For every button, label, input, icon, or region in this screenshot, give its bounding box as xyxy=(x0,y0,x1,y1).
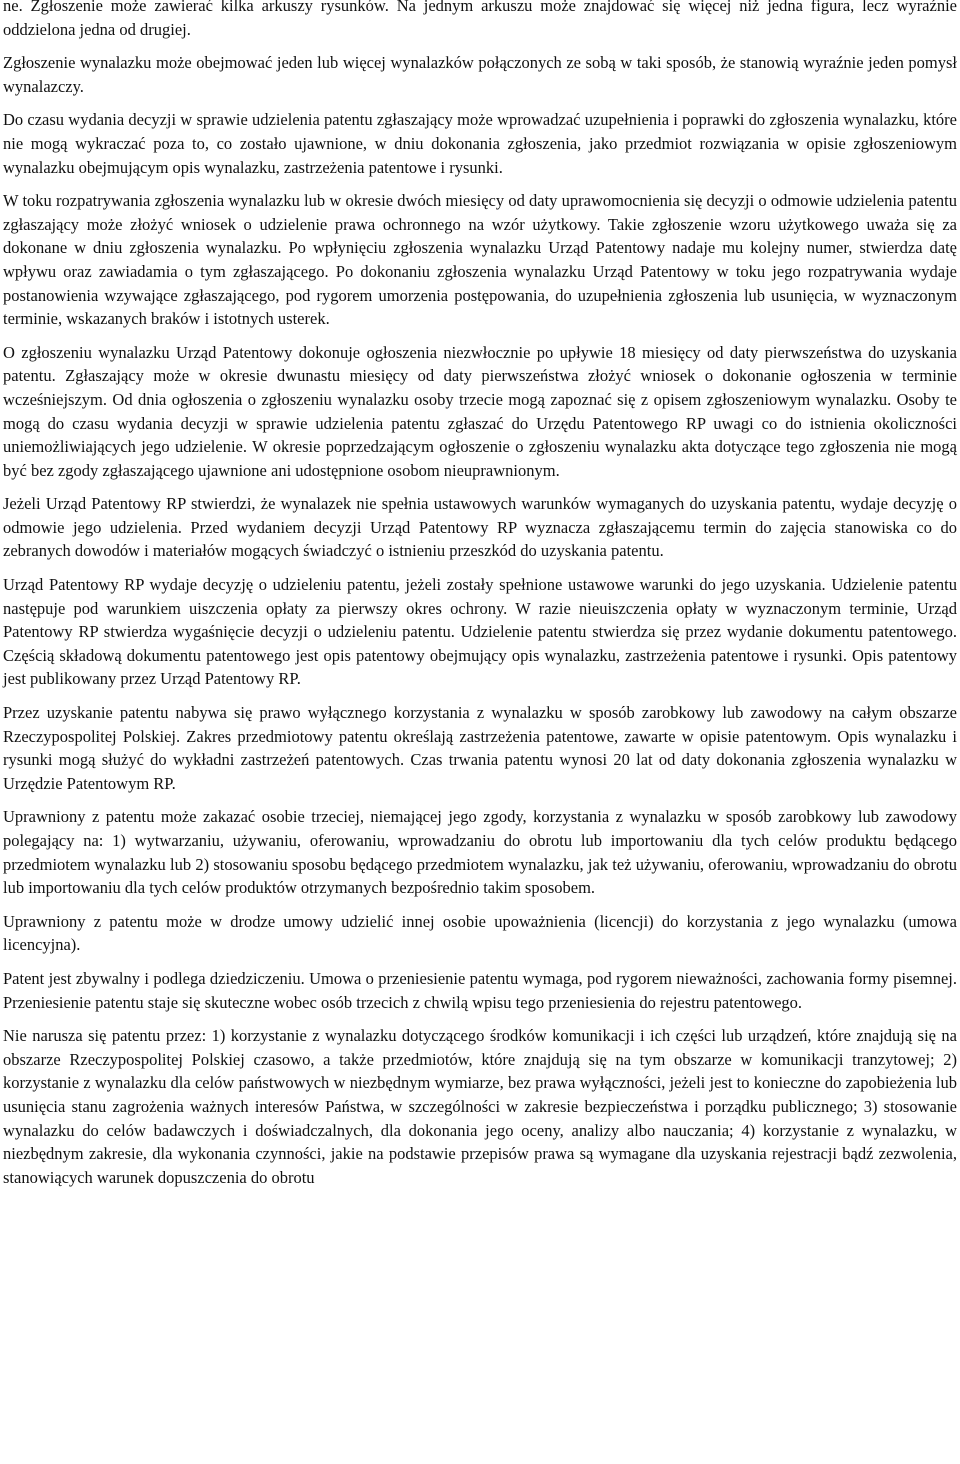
paragraph-amendments: Do czasu wydania decyzji w sprawie udzielenia patentu zgłaszający może wprowadzać uzupełnienia i poprawki do zgłoszenia wynalazku, które nie mogą wykraczać poza to, co zostało ujawnione, w dniu dokonania zgłoszenia, jako przedmiot rozwiązania w opisie zgłoszeniowym wynalazku obejmującym opis wynalazku, zastrzeżenia patentowe i rysunki. xyxy=(3,110,957,177)
paragraph-utility-model: W toku rozpatrywania zgłoszenia wynalazku lub w okresie dwóch miesięcy od daty uprawomocnienia się decyzji o odmowie udzielenia patentu zgłaszający może złożyć wniosek o udzielenie prawa ochronnego na wzór użytkowy. Takie zgłoszenie wzoru użytkowego uważa się za dokonane w dniu zgłoszenia wynalazku. Po wpłynięciu zgłoszenia wynalazku Urząd Patentowy nadaje mu kolejny numer, stwierdza datę wpływu oraz zawiadamia o tym zgłaszającego. Po dokonaniu zgłoszenia wynalazku Urząd Patentowy w toku jego rozpatrywania wydaje postanowienia wzywające zgłaszającego, pod rygorem umorzenia postępowania, do uzupełnienia zgłoszenia lub usunięcia, w wyznaczonym terminie, wskazanych braków i istotnych usterek. xyxy=(3,191,957,329)
paragraph-refusal: Jeżeli Urząd Patentowy RP stwierdzi, że wynalazek nie spełnia ustawowych warunków wymaganych do uzyskania patentu, wydaje decyzję o odmowie jego udzielenia. Przed wydaniem decyzji Urząd Patentowy RP wyznacza zgłaszającemu termin do zajęcia stanowiska co do zebranych dowodów i materiałów mogących świadczyć o istnieniu przeszkód do uzyskania patentu. xyxy=(3,494,957,561)
paragraph-exceptions: Nie narusza się patentu przez: 1) korzystanie z wynalazku dotyczącego środków komunikacji i ich części lub urządzeń, które znajdują się na obszarze Rzeczypospolitej Polskiej czasowo, a także przedmiotów, które znajdują się na tym obszarze w komunikacji tranzytowej; 2) korzystanie z wynalazku dla celów państwowych w niezbędnym wymiarze, bez prawa wyłączności, jeżeli jest to konieczne do zapobieżenia lub usunięcia stanu zagrożenia ważnych interesów Państwa, w szczególności w zakresie bezpieczeństwa i porządku publicznego; 3) stosowanie wynalazku do celów badawczych i doświadczalnych, dla dokonania jego oceny, analizy albo nauczania; 4) korzystanie z wynalazku, w niezbędnym zakresie, dla wykonania czynności, jakie na podstawie przepisów prawa są wymagane dla uzyskania rejestracji bądź zezwolenia, stanowiących warunek dopuszczenia do obrotu xyxy=(3,1026,957,1187)
paragraph-license: Uprawniony z patentu może w drodze umowy udzielić innej osobie upoważnienia (licencji) do korzystania z jego wynalazku (umowa licencyjna). xyxy=(3,911,957,955)
document-page xyxy=(3,0,957,1199)
paragraph-scope: Zgłoszenie wynalazku może obejmować jeden lub więcej wynalazków połączonych ze sobą w taki sposób, że stanowią wyraźnie jeden pomysł wynalazczy. xyxy=(3,53,957,96)
paragraph-exclusive-right: Przez uzyskanie patentu nabywa się prawo wyłącznego korzystania z wynalazku w sposób zarobkowy lub zawodowy na całym obszarze Rzeczypospolitej Polskiej. Zakres przedmiotowy patentu określają zastrzeżenia patentowe, zawarte w opisie patentowym. Opis wynalazku i rysunki mogą służyć do wykładni zastrzeżeń patentowych. Czas trwania patentu wynosi 20 lat od daty dokonania zgłoszenia wynalazku w Urzędzie Patentowym RP. xyxy=(3,703,957,793)
paragraph-prohibition: Uprawniony z patentu może zakazać osobie trzeciej, niemającej jego zgody, korzystania z wynalazku w sposób zarobkowy lub zawodowy polegający na: 1) wytwarzaniu, używaniu, oferowaniu, wprowadzaniu do obrotu lub importowaniu dla tych celów produktu będącego przedmiotem wynalazku lub 2) stosowaniu sposobu będącego przedmiotem wynalazku, jak też używaniu, oferowaniu, wprowadzaniu do obrotu lub importowaniu dla tych celów produktów otrzymanych bezpośrednio takim sposobem. xyxy=(3,807,957,898)
paragraph-transfer: Patent jest zbywalny i podlega dziedziczeniu. Umowa o przeniesienie patentu wymaga, pod rygorem nieważności, zachowania formy pisemnej. Przeniesienie patentu staje się skuteczne wobec osób trzecich z chwilą wpisu tego przeniesienia do rejestru patentowego. xyxy=(3,968,957,1012)
paragraph-drawings: ne. Zgłoszenie może zawierać kilka arkuszy rysunków. Na jednym arkuszu może znajdować się więcej niż jedna figura, lecz wyraźnie oddzielona jedna od drugiej. xyxy=(3,0,957,39)
paragraph-grant: Urząd Patentowy RP wydaje decyzję o udzieleniu patentu, jeżeli zostały spełnione ustawowe warunki do jego uzyskania. Udzielenie patentu następuje pod warunkiem uiszczenia opłaty za pierwszy okres ochrony. W razie nieuiszczenia opłaty w wyznaczonym terminie, Urząd Patentowy RP stwierdza wygaśnięcie decyzji o udzieleniu patentu. Udzielenie patentu stwierdza się przez wydanie dokumentu patentowego. Częścią składową dokumentu patentowego jest opis patentowy obejmujący opis wynalazku, zastrzeżenia patentowe i rysunki. Opis patentowy jest publikowany przez Urząd Patentowy RP. xyxy=(3,575,957,689)
paragraph-publication: O zgłoszeniu wynalazku Urząd Patentowy dokonuje ogłoszenia niezwłocznie po upływie 18 miesięcy od daty pierwszeństwa do uzyskania patentu. Zgłaszający może w okresie dwunastu miesięcy od daty pierwszeństwa złożyć wniosek o dokonanie ogłoszenia w terminie wcześniejszym. Od dnia ogłoszenia o zgłoszeniu wynalazku osoby trzecie mogą zapoznać się z opisem zgłoszeniowym wynalazku. Osoby te mogą do czasu wydania decyzji w sprawie udzielenia patentu zgłaszać do Urzędu Patentowego RP uwagi co do istnienia okoliczności uniemożliwiających jego udzielenie. W okresie poprzedzającym ogłoszenie o zgłoszeniu wynalazku akta dotyczące tego zgłoszenia nie mogą być bez zgody zgłaszającego ujawnione ani udostępnione osobom nieuprawnionym. xyxy=(3,342,957,480)
